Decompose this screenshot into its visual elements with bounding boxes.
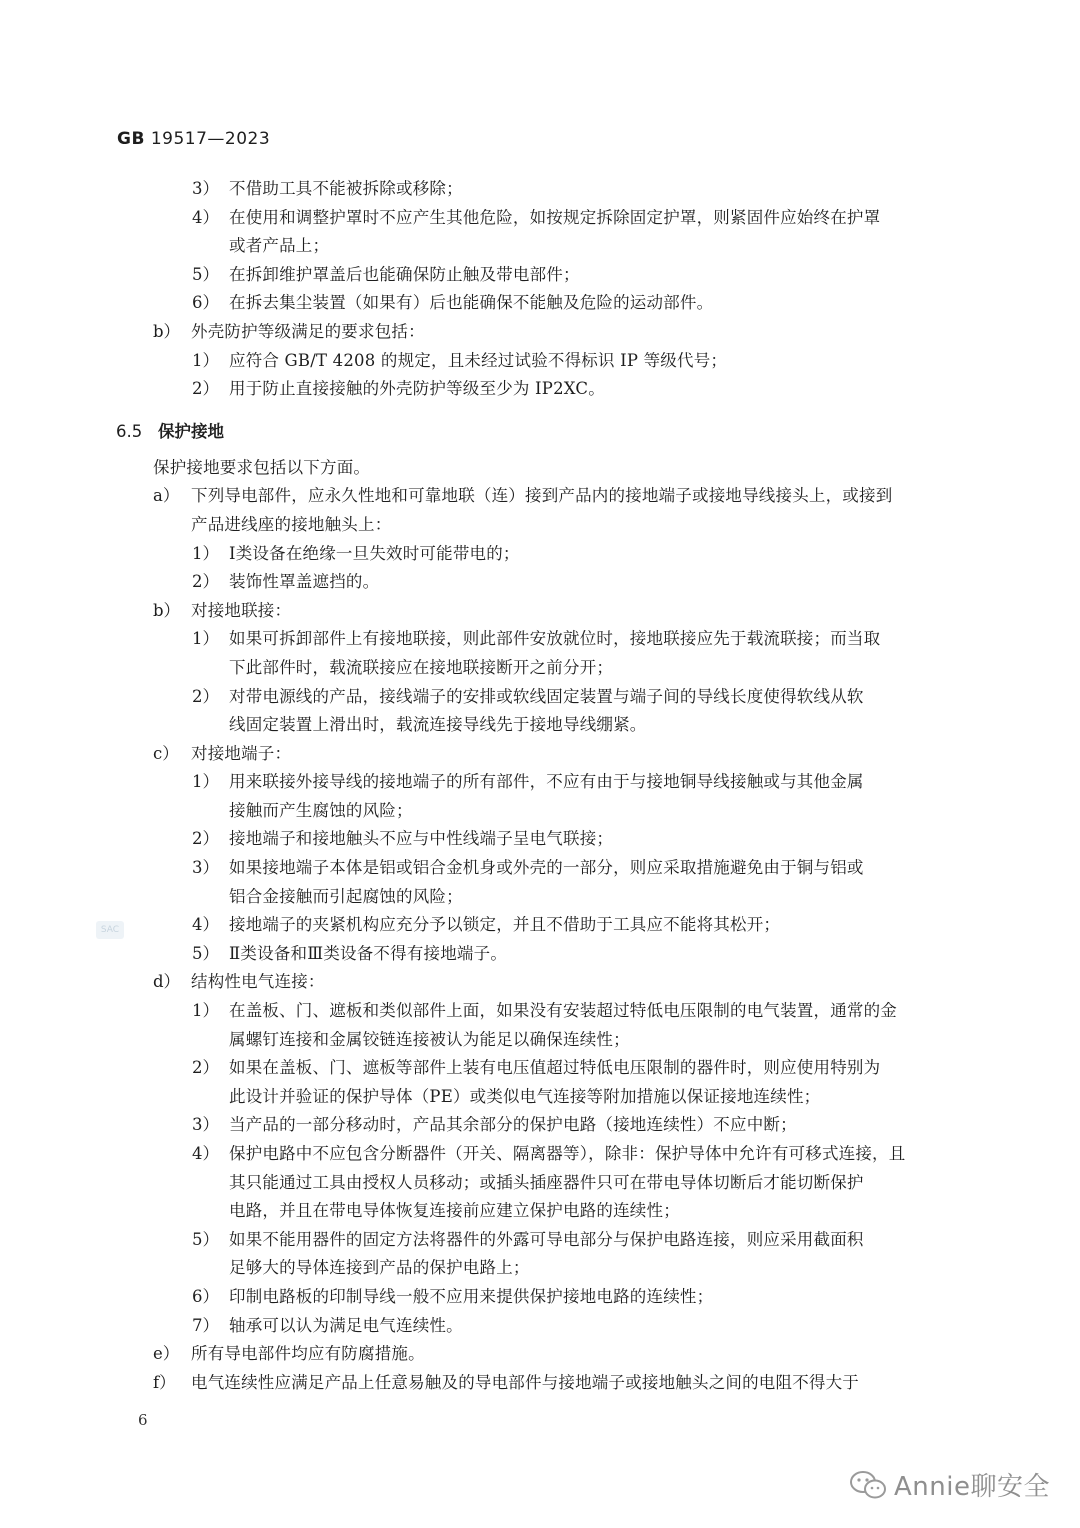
item-text: 电路，并且在带电导体恢复连接前应建立保护电路的连续性；	[229, 1201, 680, 1221]
list-item	[0, 683, 1080, 712]
list-item	[0, 261, 1080, 290]
list-item	[0, 1226, 1080, 1255]
item-text: 在拆卸维护罩盖后也能确保防止触及带电部件；	[229, 264, 580, 284]
item-marker: f）	[153, 1372, 176, 1392]
section-heading	[0, 410, 1080, 454]
item-text: 线固定装置上滑出时，载流连接导线先于接地导线绷紧。	[229, 715, 647, 735]
item-text: 足够大的导体连接到产品的保护电路上；	[229, 1258, 530, 1278]
publisher-logo-icon	[96, 921, 124, 939]
list-item	[0, 768, 1080, 797]
item-marker: 1）	[192, 350, 219, 370]
item-marker: b）	[153, 600, 181, 620]
list-item	[0, 1254, 1080, 1283]
list-item	[0, 232, 1080, 261]
list-item	[0, 740, 1080, 769]
item-marker: 5）	[192, 1229, 219, 1249]
item-marker: 2）	[192, 572, 219, 592]
list-item	[0, 597, 1080, 626]
list-item	[0, 1340, 1080, 1369]
item-text: 轴承可以认为满足电气连续性。	[229, 1315, 463, 1335]
list-item	[0, 1197, 1080, 1226]
item-marker: 6）	[192, 293, 219, 313]
item-text: 此设计并验证的保护导体（PE）或类似电气连接等附加措施以保证接地连续性；	[229, 1086, 821, 1106]
list-item	[0, 204, 1080, 233]
item-text: 如果可拆卸部件上有接地联接，则此部件安放就位时，接地联接应先于载流联接；而当取	[229, 629, 881, 649]
item-marker: e）	[153, 1344, 180, 1364]
standard-number: 19517—2023	[150, 129, 271, 149]
item-marker: 4）	[192, 207, 219, 227]
item-marker: 1）	[192, 629, 219, 649]
list-item	[0, 1312, 1080, 1341]
item-text: Ⅰ类设备在绝缘一旦失效时可能带电的；	[229, 543, 520, 563]
item-text: 所有导电部件均应有防腐措施。	[191, 1344, 425, 1364]
list-item	[0, 825, 1080, 854]
item-text: 下列导电部件，应永久性地和可靠地联（连）接到产品内的接地端子或接地导线接头上，或接到	[191, 486, 893, 506]
item-text: 对带电源线的产品，接线端子的安排或软线固定装置与端子间的导线长度使得软线从软	[229, 686, 864, 706]
item-text: 外壳防护等级满足的要求包括：	[191, 321, 425, 341]
item-marker: 3）	[192, 1115, 219, 1135]
item-text: 如果接地端子本体是铝或铝合金机身或外壳的一部分，则应采取措施避免由于铜与铝或	[229, 858, 864, 878]
list-item	[0, 175, 1080, 204]
item-marker: 5）	[192, 943, 219, 963]
list-item	[0, 883, 1080, 912]
item-marker: b）	[153, 321, 181, 341]
list-item	[0, 911, 1080, 940]
item-text: 如果不能用器件的固定方法将器件的外露可导电部分与保护电路连接，则应采用截面积	[229, 1229, 864, 1249]
list-item	[0, 654, 1080, 683]
item-text: 或者产品上；	[229, 236, 330, 256]
item-marker: d）	[153, 972, 181, 992]
item-text: 在使用和调整护罩时不应产生其他危险，如按规定拆除固定护罩，则紧固件应始终在护罩	[229, 207, 881, 227]
item-text: 结构性电气连接：	[191, 972, 325, 992]
section-title: 保护接地	[158, 421, 224, 441]
intro-text: 保护接地要求包括以下方面。	[153, 457, 371, 477]
item-marker: 1）	[192, 543, 219, 563]
item-text: 用于防止直接接触的外壳防护等级至少为 IP2XC。	[229, 379, 605, 399]
item-text: 对接地端子：	[191, 743, 292, 763]
list-item	[0, 1369, 1080, 1398]
list-b	[0, 347, 1080, 404]
document-body	[0, 175, 1080, 1397]
item-text: 用来联接外接导线的接地端子的所有部件，不应有由于与接地铜导线接触或与其他金属	[229, 772, 864, 792]
list-item	[0, 568, 1080, 597]
list-a	[0, 175, 1080, 318]
item-marker: a）	[153, 486, 180, 506]
item-marker: 2）	[192, 1058, 219, 1078]
item-text: 如果在盖板、门、遮板等部件上装有电压值超过特低电压限制的器件时，则应使用特别为	[229, 1058, 881, 1078]
section-number: 6.5	[116, 421, 143, 441]
list-item	[0, 1026, 1080, 1055]
list-item	[0, 289, 1080, 318]
list-item	[0, 1083, 1080, 1112]
watermark-text: Annie聊安全	[894, 1472, 1050, 1502]
item-marker: 1）	[192, 1001, 219, 1021]
item-marker: 3）	[192, 858, 219, 878]
item-text: 保护电路中不应包含分断器件（开关、隔离器等），除非：保护导体中允许有可移式连接，且	[229, 1144, 906, 1163]
list-item	[0, 1283, 1080, 1312]
item-marker: 3）	[192, 179, 219, 198]
item-text: Ⅱ类设备和Ⅲ类设备不得有接地端子。	[229, 943, 508, 963]
item-marker: 4）	[192, 1144, 219, 1163]
list-item	[0, 997, 1080, 1026]
item-marker: 1）	[192, 772, 219, 792]
wechat-icon	[848, 1468, 888, 1502]
list-item	[0, 540, 1080, 569]
item-text: 产品进线座的接地触头上：	[191, 514, 392, 534]
standard-prefix: GB	[117, 129, 145, 149]
list-item	[0, 711, 1080, 740]
item-text: 属螺钉连接和金属铰链连接被认为能足以确保连续性；	[229, 1029, 630, 1049]
item-marker: 4）	[192, 915, 219, 935]
intro-paragraph	[0, 454, 1080, 483]
list-item	[0, 968, 1080, 997]
item-marker: 2）	[192, 686, 219, 706]
item-text: 装饰性罩盖遮挡的。	[229, 572, 380, 592]
list-item	[0, 1054, 1080, 1083]
item-text: 接地端子和接地触头不应与中性线端子呈电气联接；	[229, 829, 614, 849]
item-marker: 2）	[192, 829, 219, 849]
list-item	[0, 940, 1080, 969]
list-item	[0, 625, 1080, 654]
item-text: 当产品的一部分移动时，产品其余部分的保护电路（接地连续性）不应中断；	[229, 1115, 797, 1135]
list-item	[0, 482, 1080, 511]
list-item	[0, 854, 1080, 883]
list-item	[0, 375, 1080, 404]
item-marker: 7）	[192, 1315, 219, 1335]
list-item	[0, 1111, 1080, 1140]
item-text: 在盖板、门、遮板和类似部件上面，如果没有安装超过特低电压限制的电气装置，通常的金	[229, 1001, 897, 1021]
list-item	[0, 1169, 1080, 1198]
item-marker: 5）	[192, 264, 219, 284]
standard-header	[117, 129, 270, 149]
list-item	[0, 1140, 1080, 1169]
item-text: 电气连续性应满足产品上任意易触及的导电部件与接地端子或接地触头之间的电阻不得大于	[191, 1372, 859, 1392]
item-text: 应符合 GB/T 4208 的规定，且未经过试验不得标识 IP 等级代号；	[229, 350, 728, 370]
item-text: 印制电路板的印制导线一般不应用来提供保护接地电路的连续性；	[229, 1286, 714, 1306]
watermark	[848, 1466, 1050, 1503]
item-text: 下此部件时，载流联接应在接地联接断开之前分开；	[229, 657, 614, 677]
item-text: 不借助工具不能被拆除或移除；	[229, 179, 463, 198]
list-item-b	[0, 318, 1080, 347]
item-marker: 2）	[192, 379, 219, 399]
item-marker: c）	[153, 743, 179, 763]
item-marker: 6）	[192, 1286, 219, 1306]
item-text: 其只能通过工具由授权人员移动；或插头插座器件只可在带电导体切断后才能切断保护	[229, 1172, 864, 1192]
item-text: 铝合金接触而引起腐蚀的风险；	[229, 886, 463, 906]
page-number: 6	[138, 1411, 148, 1429]
list-item	[0, 797, 1080, 826]
body-list	[0, 482, 1080, 1397]
item-text: 接地端子的夹紧机构应充分予以锁定，并且不借助于工具应不能将其松开；	[229, 915, 781, 935]
item-text: 接触而产生腐蚀的风险；	[229, 800, 413, 820]
item-text: 在拆去集尘装置（如果有）后也能确保不能触及危险的运动部件。	[229, 293, 714, 313]
item-text: 对接地联接：	[191, 600, 292, 620]
publisher-logo-text: SAC	[100, 925, 120, 935]
list-item	[0, 347, 1080, 376]
list-item	[0, 511, 1080, 540]
